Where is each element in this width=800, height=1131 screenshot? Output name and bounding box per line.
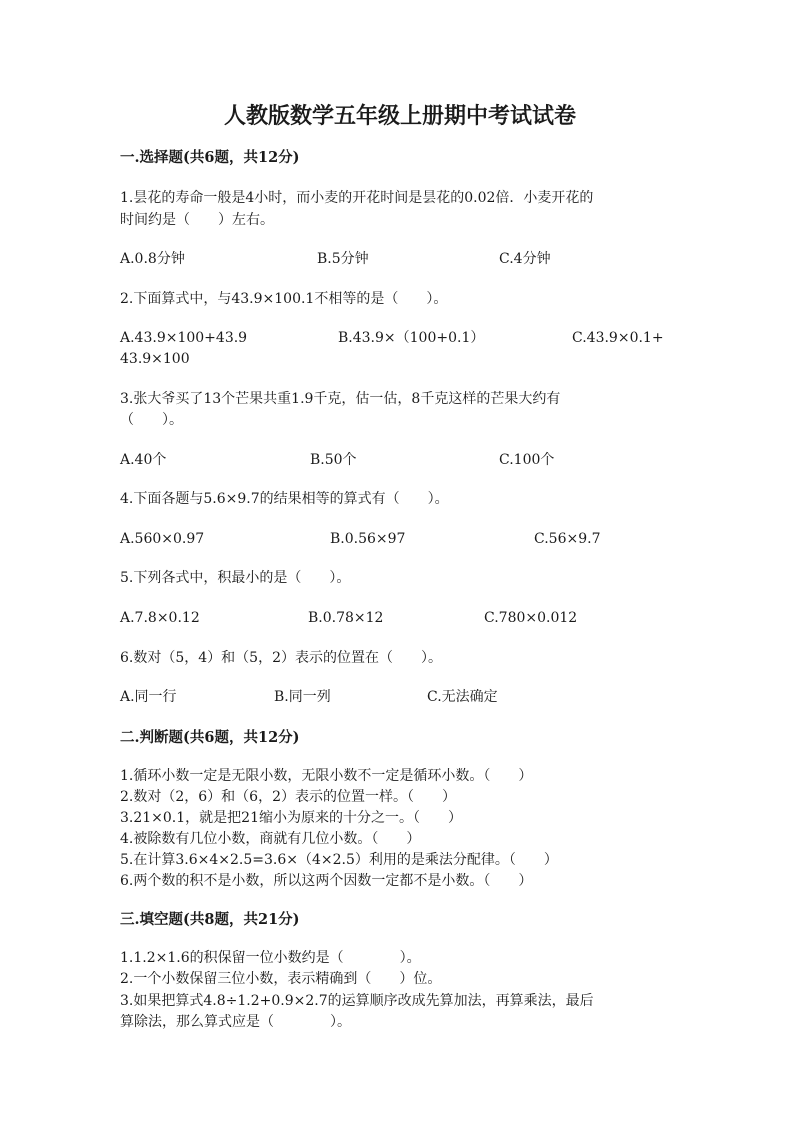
option-a: A.同一行 (120, 689, 177, 705)
section-heading-fill-blank: 三.填空题(共8题，共21分) (120, 911, 300, 928)
option-a: A.40个 (120, 452, 167, 468)
question-text: 4.下面各题与5.6×9.7的结果相等的算式有（ ）。 (120, 491, 449, 507)
option-b: B.0.78×12 (308, 610, 384, 626)
option-c: C.4分钟 (499, 251, 551, 267)
fill-blank-item: 1.1.2×1.6的积保留一位小数约是（ ）。 (120, 950, 421, 966)
option-b: B.同一列 (274, 689, 331, 705)
option-b: B.0.56×97 (330, 531, 406, 547)
judgement-item: 4.被除数有几位小数，商就有几位小数。（ ） (120, 831, 421, 847)
option-c: C.无法确定 (427, 689, 498, 705)
question-text: 1.昙花的寿命一般是4小时，而小麦的开花时间是昙花的0.02倍．小麦开花的 (120, 190, 594, 206)
option-a: A.0.8分钟 (120, 251, 185, 267)
option-a: A.43.9×100+43.9 (120, 330, 248, 346)
question-text: 5.下列各式中，积最小的是（ ）。 (120, 570, 351, 586)
question-text: （ ）。 (120, 412, 183, 428)
option-c: C.100个 (499, 452, 555, 468)
section-heading-judgement: 二.判断题(共6题，共12分) (120, 729, 300, 746)
page-title: 人教版数学五年级上册期中考试试卷 (223, 103, 576, 129)
question-text: 3.张大爷买了13个芒果共重1.9千克，估一估，8千克这样的芒果大约有 (120, 391, 561, 407)
option-c: C.43.9×0.1+ (572, 330, 664, 346)
option-b: B.5分钟 (317, 251, 369, 267)
judgement-item: 1.循环小数一定是无限小数，无限小数不一定是循环小数。（ ） (120, 768, 533, 784)
option-b: B.50个 (310, 452, 357, 468)
fill-blank-item: 3.如果把算式4.8÷1.2+0.9×2.7的运算顺序改成先算加法，再算乘法，最后 (120, 993, 594, 1009)
judgement-item: 6.两个数的积不是小数，所以这两个因数一定都不是小数。（ ） (120, 873, 533, 889)
question-text: 6.数对（5，4）和（5，2）表示的位置在（ ）。 (120, 650, 442, 666)
option-c-continued: 43.9×100 (120, 351, 190, 367)
option-b: B.43.9×（100+0.1） (338, 330, 485, 346)
judgement-item: 2.数对（2，6）和（6，2）表示的位置一样。（ ） (120, 789, 456, 805)
option-c: C.780×0.012 (484, 610, 578, 626)
option-c: C.56×9.7 (534, 531, 601, 547)
fill-blank-item: 算除法，那么算式应是（ ）。 (120, 1014, 351, 1030)
option-a: A.560×0.97 (120, 531, 205, 547)
judgement-item: 3.21×0.1，就是把21缩小为原来的十分之一。（ ） (120, 810, 462, 826)
question-text: 时间约是（ ）左右。 (120, 212, 274, 228)
judgement-item: 5.在计算3.6×4×2.5=3.6×（4×2.5）利用的是乘法分配律。（ ） (120, 852, 558, 868)
section-heading-choice: 一.选择题(共6题，共12分) (120, 149, 300, 166)
option-a: A.7.8×0.12 (120, 610, 200, 626)
fill-blank-item: 2.一个小数保留三位小数，表示精确到（ ）位。 (120, 971, 442, 987)
question-text: 2.下面算式中，与43.9×100.1不相等的是（ ）。 (120, 291, 448, 307)
